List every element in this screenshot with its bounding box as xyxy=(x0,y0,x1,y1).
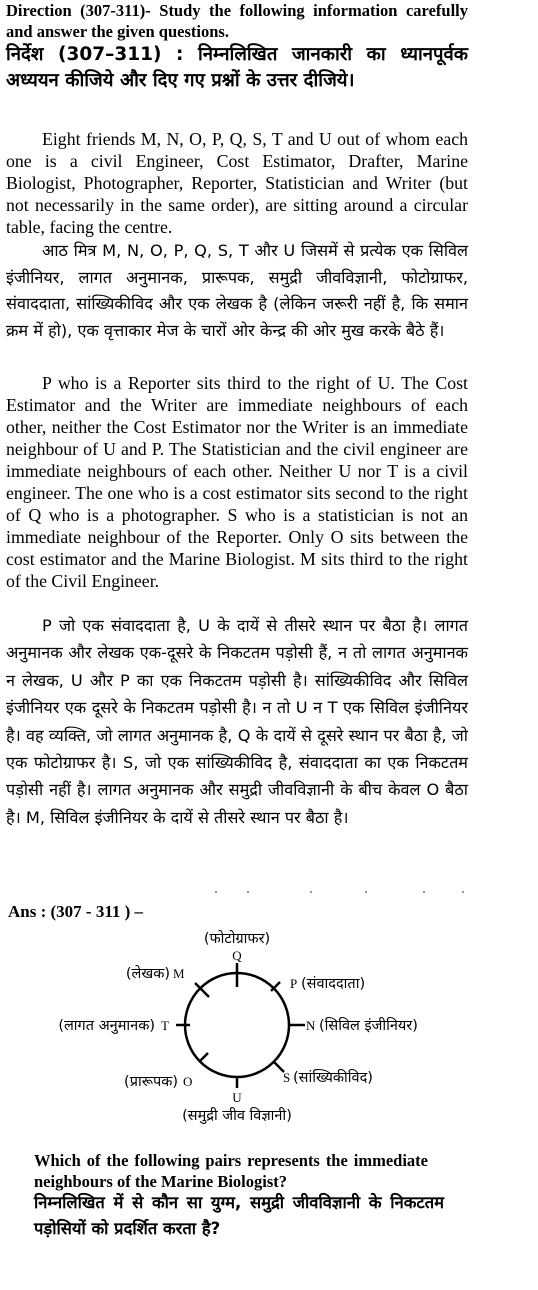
seat-name-p: P xyxy=(290,976,298,991)
seat-role-n: (सिविल इंजीनियर) xyxy=(319,1018,418,1034)
seat-name-m: M xyxy=(173,966,185,981)
direction-english: Direction (307-311)- Study the following information carefully and answer the given questions. xyxy=(6,1,468,41)
seat-role-u: (समुद्री जीव विज्ञानी) xyxy=(182,1108,292,1124)
intro-paragraph-hindi: आठ मित्र M, N, O, P, Q, S, T और U जिसमें से प्रत्येक एक सिविल इंजीनियर, लागत अनुमानक, प्रारूपक, समुद्री जीवविज्ञानी, फोटोग्राफर, संवाददाता, सांख्यिकीविद और एक लेखक है (लेकिन जरूरी नहीं है, कि समान क्रम में हो), एक वृत्ताकार मेज के चारों ओर केन्द्र की ओर मुख करके बैठे हैं। xyxy=(6,241,468,340)
clues-paragraph-hindi: P जो एक संवाददाता है, U के दायें से तीसरे स्थान पर बैठा है। लागत अनुमानक और लेखक एक-दूसरे के निकटतम पड़ोसी हैं, न तो लागत अनुमानक न लेखक, U और P का एक निकटतम पड़ोसी है। सांख्यिकीविद और सिविल इंजीनियर एक दूसरे के निकटतम पड़ोसी है। न तो U न T एक सिविल इंजीनियर है। वह व्यक्ति, जो लागत अनुमानक है, Q के दायें से दूसरे स्थान पर बैठा है, जो एक फोटोग्राफर है। S, जो एक सांख्यिकीविद है, संवाददाता का एक निकटतम पड़ोसी नहीं है। लागत अनुमानक और समुद्री जीवविज्ञानी के बीच केवल O बैठा है। M, सिविल इंजीनियर के दायें से तीसरे स्थान पर बैठा है। xyxy=(6,616,468,827)
question-hindi: निम्नलिखित में से कौन सा युग्म, समुद्री जीवविज्ञानी के निकटतम पड़ोसियों को प्रदर्शित करता है? xyxy=(34,1193,444,1238)
seat-name-s: S xyxy=(283,1070,291,1085)
question-english: Which of the following pairs represents the immediate neighbours of the Marine Biologist? xyxy=(34,1151,428,1191)
seat-role-o: (प्रारूपक) xyxy=(124,1074,178,1090)
seat-role-q: (फोटोग्राफर) xyxy=(203,931,271,947)
seat-role-t: (लागत अनुमानक) xyxy=(58,1018,155,1034)
seat-name-u: U xyxy=(232,1090,242,1105)
clues-paragraph-english: P who is a Reporter sits third to the right of U. The Cost Estimator and the Writer are immediate neighbours of each other, neither the Cost Estimator nor the Writer is an immediate neighbour of U and P. The Statistician and the civil engineer are immediate neighbours of each other. Neither U nor T is a civil engineer. The one who is a cost estimator sits second to the right of Q who is a photographer. S who is a statistician is not an immediate neighbour of the Reporter. Only O sits between the cost estimator and the Marine Biologist. M sits third to the right of the Civil Engineer. xyxy=(6,373,468,591)
seat-role-p: (संवाददाता) xyxy=(301,976,366,992)
seat-name-o: O xyxy=(183,1074,193,1089)
seat-role-m: (लेखक) xyxy=(125,966,170,982)
seat-name-t: T xyxy=(161,1018,169,1033)
seat-name-q: Q xyxy=(232,948,242,963)
seat-tick-o xyxy=(199,1053,208,1062)
answer-label: Ans : (307 - 311 ) – xyxy=(8,902,144,921)
seat-role-s: (सांख्यिकीविद) xyxy=(293,1070,373,1086)
seat-name-n: N xyxy=(306,1018,316,1033)
intro-paragraph-english: Eight friends M, N, O, P, Q, S, T and U out of whom each one is a civil Engineer, Cost Estimator, Drafter, Marine Biologist, Photographer, Reporter, Statistician and Writer (but not necessarily in the same order), are sitting around a circular table, facing the centre. xyxy=(6,129,468,237)
direction-hindi: निर्देश (307–311) : निम्नलिखित जानकारी का ध्यानपूर्वक अध्ययन कीजिये और दिए गए प्रश्नों के उत्तर दीजिये। xyxy=(6,44,468,91)
